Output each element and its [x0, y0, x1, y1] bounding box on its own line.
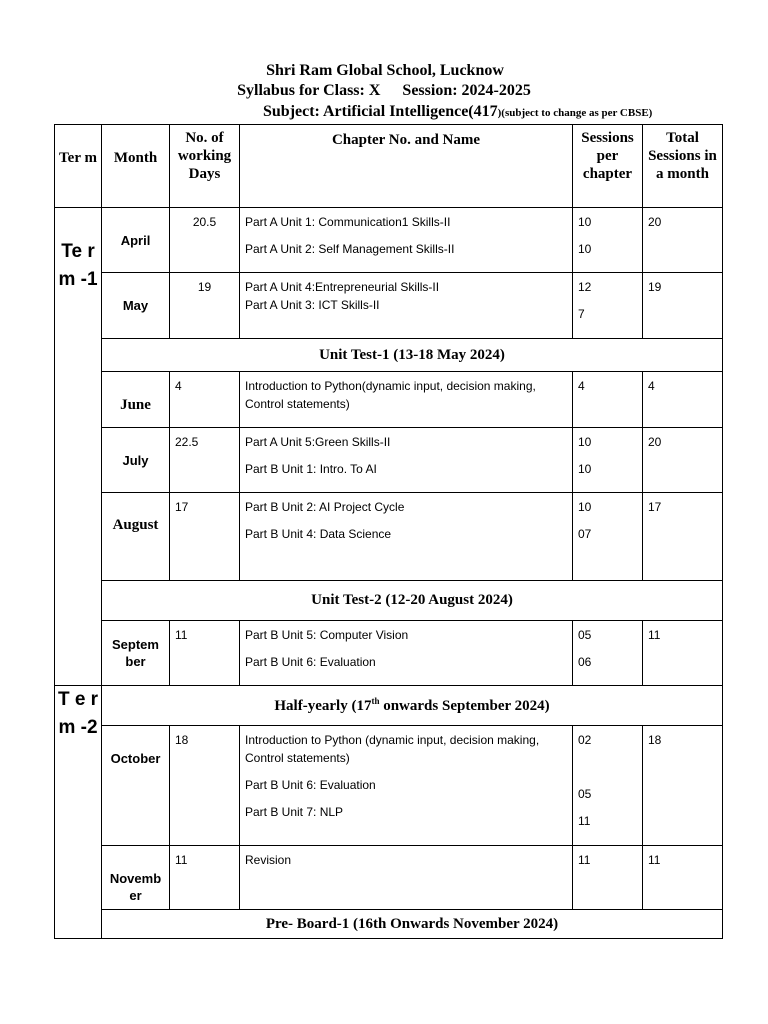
- session-value: 05: [578, 787, 592, 801]
- session-label: Session: 2024-2025: [402, 82, 531, 99]
- unit-test-2: Unit Test-2 (12-20 August 2024): [102, 581, 723, 621]
- days-cell: 4: [170, 372, 240, 428]
- table-row: [55, 621, 723, 686]
- col-total: Total Sessions in a month: [643, 125, 723, 208]
- chapter-cell: [240, 428, 573, 493]
- month-cell: June: [102, 372, 170, 428]
- half-yearly-sup: th: [371, 696, 380, 706]
- syllabus-table: [54, 124, 723, 939]
- session-value: 11: [578, 814, 591, 828]
- chapter-cell: [240, 493, 573, 581]
- chapter-item: Part B Unit 6: Evaluation: [245, 778, 376, 792]
- class-label: Syllabus for Class: X: [237, 82, 381, 99]
- days-cell: 20.5: [170, 208, 240, 273]
- chapter-cell: [240, 273, 573, 339]
- total-cell: 19: [643, 273, 723, 339]
- table-row: [55, 372, 723, 428]
- session-value: 10: [578, 500, 592, 514]
- sessions-cell: [573, 428, 643, 493]
- session-value: 12: [578, 280, 592, 294]
- session-value: 02: [578, 733, 592, 747]
- chapter-item: Part A Unit 4:Entrepreneurial Skills-II: [245, 280, 440, 294]
- chapter-item: Part B Unit 2: AI Project Cycle: [245, 500, 405, 514]
- term-1-label: Te r m -1: [55, 208, 102, 686]
- sessions-cell: [573, 621, 643, 686]
- session-value: 06: [578, 655, 592, 669]
- col-days: No. of working Days: [170, 125, 240, 208]
- table-row: [55, 208, 723, 273]
- chapter-item: Part B Unit 4: Data Science: [245, 527, 392, 541]
- days-cell: 22.5: [170, 428, 240, 493]
- session-value: 05: [578, 628, 592, 642]
- chapter-item: Introduction to Python(dynamic input, decision making, Control statements): [245, 379, 536, 411]
- table-row: [55, 428, 723, 493]
- chapter-cell: [240, 846, 573, 910]
- chapter-item: Part B Unit 5: Computer Vision: [245, 628, 409, 642]
- class-session-line: [0, 82, 768, 100]
- sessions-cell: 4: [573, 372, 643, 428]
- table-row: [55, 910, 723, 939]
- sessions-cell: [573, 493, 643, 581]
- session-value: 10: [578, 215, 592, 229]
- table-header-row: [55, 125, 723, 208]
- school-name: Shri Ram Global School, Lucknow: [266, 62, 504, 79]
- days-cell: 11: [170, 846, 240, 910]
- table-row: [55, 686, 723, 726]
- col-term: Ter m: [55, 125, 102, 208]
- total-cell: 17: [643, 493, 723, 581]
- chapter-item: Introduction to Python (dynamic input, decision making, Control statements): [245, 733, 540, 765]
- half-yearly-text: Half-yearly (17: [274, 698, 372, 714]
- col-month: Month: [102, 125, 170, 208]
- chapter-item: Part A Unit 2: Self Management Skills-II: [245, 242, 455, 256]
- month-cell: Novemb er: [102, 846, 170, 910]
- sessions-cell: 11: [573, 846, 643, 910]
- chapter-cell: [240, 208, 573, 273]
- subject-note: )(subject to change as per CBSE): [497, 107, 653, 119]
- unit-test-1: Unit Test-1 (13-18 May 2024): [102, 339, 723, 372]
- chapter-item: Part A Unit 3: ICT Skills-II: [245, 298, 380, 312]
- col-chapter: Chapter No. and Name: [240, 125, 573, 208]
- half-yearly-text-end: onwards September 2024): [379, 698, 550, 714]
- month-cell: July: [102, 428, 170, 493]
- chapter-item: Part A Unit 5:Green Skills-II: [245, 435, 391, 449]
- total-cell: 18: [643, 726, 723, 846]
- session-value: 10: [578, 462, 592, 476]
- chapter-cell: [240, 726, 573, 846]
- total-cell: 20: [643, 208, 723, 273]
- session-value: 7: [578, 307, 585, 321]
- month-cell: April: [102, 208, 170, 273]
- table-row: [55, 273, 723, 339]
- chapter-item: Part B Unit 1: Intro. To AI: [245, 462, 377, 476]
- chapter-item: Revision: [245, 853, 292, 867]
- half-yearly-exam: [102, 686, 723, 726]
- month-cell: October: [102, 726, 170, 846]
- sessions-cell: [573, 726, 643, 846]
- chapter-item: Part B Unit 7: NLP: [245, 805, 344, 819]
- table-row: [55, 581, 723, 621]
- chapter-item: Part B Unit 6: Evaluation: [245, 655, 376, 669]
- total-cell: 11: [643, 846, 723, 910]
- term-2-label: T e r m -2: [55, 686, 102, 939]
- table-row: [55, 493, 723, 581]
- subject-line: [263, 103, 743, 121]
- total-cell: 4: [643, 372, 723, 428]
- sessions-cell: [573, 208, 643, 273]
- table-row: [55, 726, 723, 846]
- pre-board-exam: Pre- Board-1 (16th Onwards November 2024): [102, 910, 723, 939]
- table-row: [55, 339, 723, 372]
- days-cell: 11: [170, 621, 240, 686]
- col-sessions: Sessions per chapter: [573, 125, 643, 208]
- chapter-cell: [240, 621, 573, 686]
- subject-label: Subject: Artificial Intelligence(417: [263, 103, 498, 120]
- session-value: 07: [578, 527, 592, 541]
- session-value: 10: [578, 242, 592, 256]
- table-row: [55, 846, 723, 910]
- days-cell: 17: [170, 493, 240, 581]
- days-cell: 19: [170, 273, 240, 339]
- month-cell: Septem ber: [102, 621, 170, 686]
- chapter-item: Part A Unit 1: Communication1 Skills-II: [245, 215, 451, 229]
- days-cell: 18: [170, 726, 240, 846]
- month-cell: May: [102, 273, 170, 339]
- chapter-cell: [240, 372, 573, 428]
- total-cell: 11: [643, 621, 723, 686]
- total-cell: 20: [643, 428, 723, 493]
- session-value: 10: [578, 435, 592, 449]
- month-cell: August: [102, 493, 170, 581]
- sessions-cell: [573, 273, 643, 339]
